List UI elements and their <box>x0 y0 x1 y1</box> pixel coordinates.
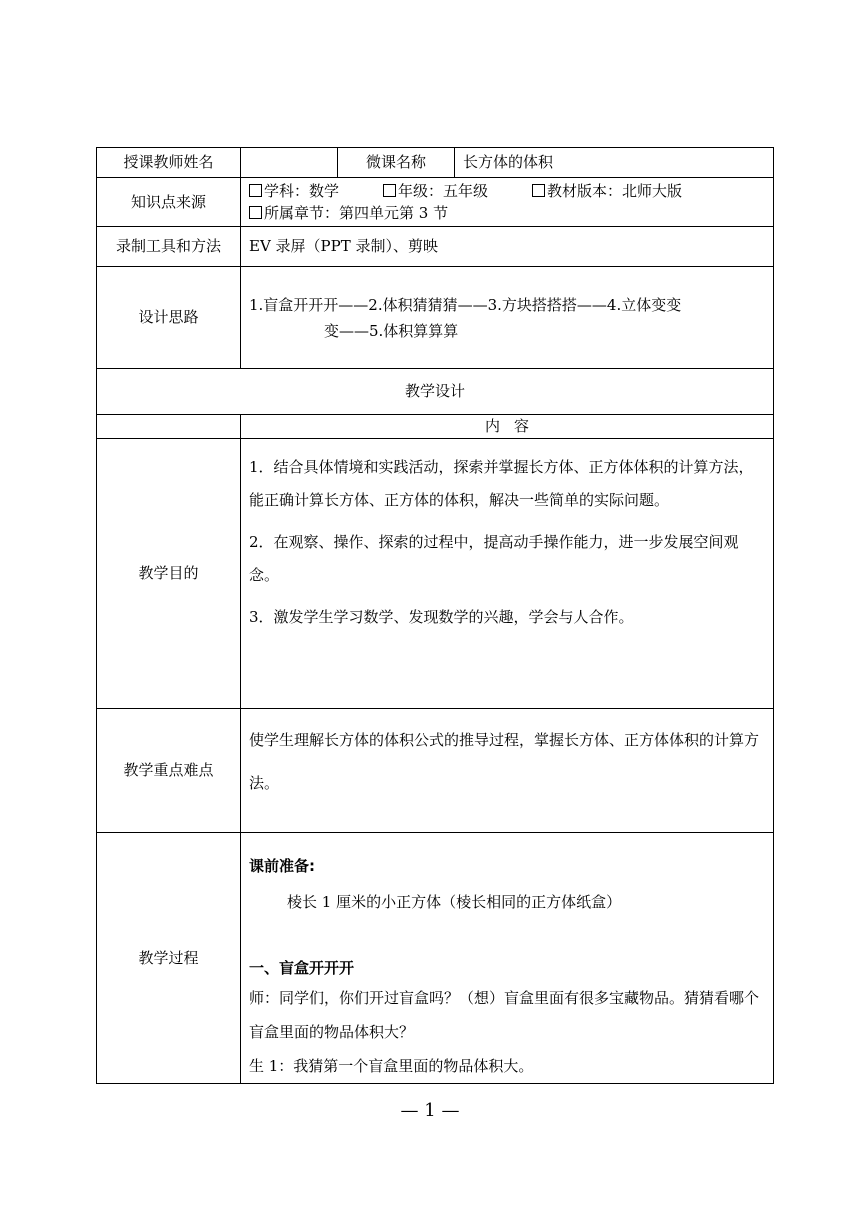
row-design <box>97 267 774 369</box>
option-textbook <box>532 180 682 202</box>
option-subject-text: 学科：数学 <box>264 182 340 200</box>
checkbox-icon <box>249 206 262 219</box>
teacher-line: 师：同学们，你们开过盲盒吗？（想）盲盒里面有很多宝藏物品。猜猜看哪个盲盒里面的物品体积大？ <box>249 989 760 1041</box>
teaching-goals-content <box>241 439 774 709</box>
checkbox-icon <box>532 184 545 197</box>
option-grade-text: 年级：五年级 <box>398 182 489 200</box>
knowledge-source-label: 知识点来源 <box>97 178 241 227</box>
checkbox-icon <box>383 184 396 197</box>
recording-tools-value: EV 录屏（PPT 录制）、剪映 <box>241 227 774 267</box>
prep-heading: 课前准备: <box>249 857 315 875</box>
page-number: — 1 — <box>400 1100 460 1121</box>
row-source <box>97 178 774 227</box>
teaching-process-label: 教学过程 <box>97 833 241 1084</box>
design-idea-line1: 1.盲盒开开开——2.体积猜猜猜——3.方块搭搭搭——4.立体变变 <box>249 295 682 314</box>
key-points-label: 教学重点难点 <box>97 709 241 833</box>
lesson-plan-table <box>96 147 774 1084</box>
row-content-header <box>97 415 774 439</box>
row-key-points <box>97 709 774 833</box>
checkbox-icon <box>249 184 262 197</box>
teaching-design-title: 教学设计 <box>97 369 774 415</box>
teaching-goals-label: 教学目的 <box>97 439 241 709</box>
design-idea-label: 设计思路 <box>97 267 241 369</box>
option-grade <box>383 180 488 202</box>
teacher-name-label: 授课教师姓名 <box>97 148 241 178</box>
design-idea-text <box>241 267 774 369</box>
teacher-name-value <box>241 148 338 178</box>
row-tools <box>97 227 774 267</box>
goal-item-3: 3．激发学生学习数学、发现数学的兴趣，学会与人合作。 <box>249 608 634 626</box>
section1-heading: 一、盲盒开开开 <box>249 959 355 977</box>
content-header-blank <box>97 415 241 439</box>
knowledge-source-options <box>241 178 774 227</box>
student-line: 生 1：我猜第一个盲盒里面的物品体积大。 <box>249 1057 534 1075</box>
option-chapter-text: 所属章节：第四单元第 3 节 <box>264 204 449 222</box>
recording-tools-label: 录制工具和方法 <box>97 227 241 267</box>
row-process <box>97 833 774 1084</box>
row-section-title <box>97 369 774 415</box>
option-chapter <box>249 202 448 224</box>
row-teacher <box>97 148 774 178</box>
key-points-content <box>241 709 774 833</box>
row-goals <box>97 439 774 709</box>
option-subject <box>249 180 339 202</box>
course-name-label: 微课名称 <box>338 148 455 178</box>
goal-item-2: 2．在观察、操作、探索的过程中，提高动手操作能力，进一步发展空间观念。 <box>249 533 739 584</box>
key-points-text: 使学生理解长方体的体积公式的推导过程，掌握长方体、正方体体积的计算方法。 <box>249 731 760 792</box>
goal-item-1: 1．结合具体情境和实践活动，探索并掌握长方体、正方体体积的计算方法，能正确计算长方体、正方体的体积，解决一些简单的实际问题。 <box>249 458 754 509</box>
teaching-process-content <box>241 833 774 1084</box>
design-idea-line2: 变——5.体积算算算 <box>324 321 459 340</box>
option-textbook-text: 教材版本：北师大版 <box>547 182 683 200</box>
prep-text: 棱长 1 厘米的小正方体（棱长相同的正方体纸盒） <box>287 893 622 911</box>
content-header: 内容 <box>241 415 774 439</box>
course-name-value: 长方体的体积 <box>455 148 774 178</box>
